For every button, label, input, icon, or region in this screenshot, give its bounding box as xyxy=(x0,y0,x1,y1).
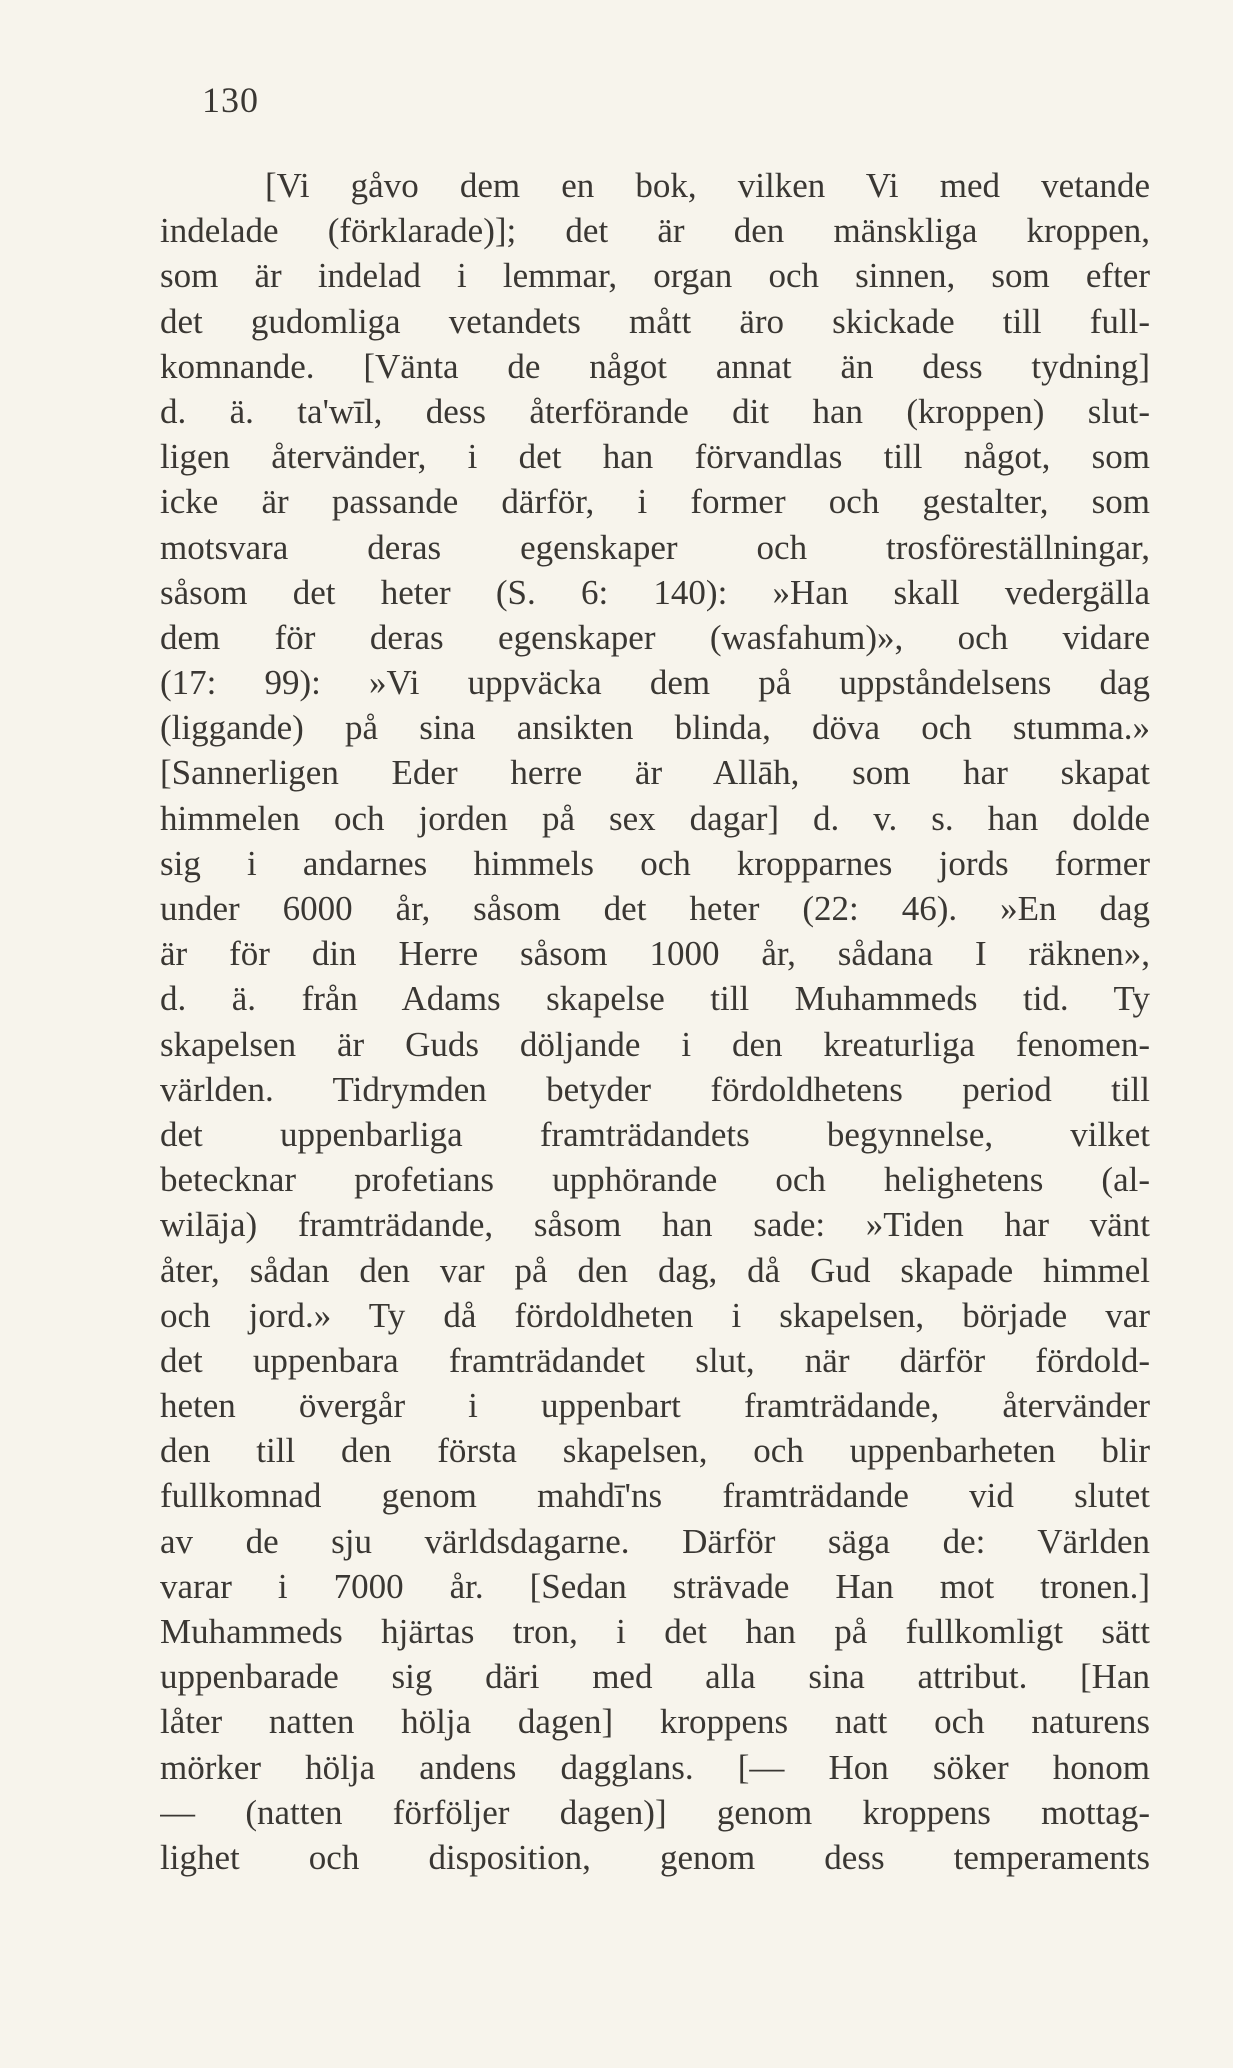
text-line: [Vi gåvo dem en bok, vilken Vi med vetande xyxy=(265,166,1150,205)
text-line: (liggande) på sina ansikten blinda, döva och stumma.» xyxy=(160,708,1150,748)
text-line: under 6000 år, såsom det heter (22: 46). »En dag xyxy=(160,889,1150,928)
text-line: världen. Tidrymden betyder fördoldhetens period till xyxy=(160,1069,1150,1109)
text-line: varar i 7000 år. [Sedan strävade Han mot tronen.] xyxy=(160,1566,1150,1606)
text-line: komnande. [Vänta de något annat än dess tydning] xyxy=(160,346,1150,386)
text-line: heten övergår i uppenbart framträdande, återvänder xyxy=(160,1386,1150,1426)
page-number: 130 xyxy=(202,80,259,120)
text-line: (17: 99): »Vi uppväcka dem på uppståndelsens dag xyxy=(160,663,1150,703)
text-line: [Sannerligen Eder herre är Allāh, som har skapat xyxy=(160,753,1150,793)
text-line: fullkomnad genom mahdī'ns framträdande vid slutet xyxy=(160,1476,1150,1516)
text-line: ligen återvänder, i det han förvandlas till något, som xyxy=(160,437,1150,477)
text-line: indelade (förklarade)]; det är den mänskliga kroppen, xyxy=(160,211,1150,251)
text-line: dem för deras egenskaper (wasfahum)», och vidare xyxy=(160,617,1150,657)
text-line: d. ä. ta'wīl, dess återförande dit han (kroppen) slut- xyxy=(160,391,1150,431)
text-line: uppenbarade sig däri med alla sina attribut. [Han xyxy=(160,1657,1150,1697)
text-line: d. ä. från Adams skapelse till Muhammeds tid. Ty xyxy=(160,979,1150,1019)
text-line: som är indelad i lemmar, organ och sinnen, som efter xyxy=(160,256,1150,296)
text-line: låter natten hölja dagen] kroppens natt och naturens xyxy=(160,1702,1150,1742)
text-line: wilāja) framträdande, såsom han sade: »Tiden har vänt xyxy=(160,1205,1150,1245)
text-line: av de sju världsdagarne. Därför säga de: Världen xyxy=(160,1521,1150,1561)
text-line: det uppenbara framträdandet slut, när därför fördold- xyxy=(160,1340,1150,1380)
text-line: icke är passande därför, i former och gestalter, som xyxy=(160,482,1150,522)
text-line: — (natten förföljer dagen)] genom kroppens mottag- xyxy=(160,1792,1150,1832)
text-line: och jord.» Ty då fördoldheten i skapelsen, började var xyxy=(160,1295,1150,1335)
text-line: det gudomliga vetandets mått äro skickade till full- xyxy=(160,301,1150,341)
text-line: betecknar profetians upphörande och helighetens (al- xyxy=(160,1160,1150,1200)
text-line: motsvara deras egenskaper och trosföreställningar, xyxy=(160,527,1150,567)
text-line: skapelsen är Guds döljande i den kreaturliga fenomen- xyxy=(160,1024,1150,1064)
text-line: lighet och disposition, genom dess temperaments xyxy=(160,1837,1150,1877)
text-line: det uppenbarliga framträdandets begynnelse, vilket xyxy=(160,1114,1150,1154)
text-line: åter, sådan den var på den dag, då Gud skapade himmel xyxy=(160,1250,1150,1290)
text-line: den till den första skapelsen, och uppenbarheten blir xyxy=(160,1431,1150,1471)
text-line: mörker hölja andens dagglans. [— Hon söker honom xyxy=(160,1747,1150,1787)
text-line: såsom det heter (S. 6: 140): »Han skall vedergälla xyxy=(160,572,1150,612)
text-line: himmelen och jorden på sex dagar] d. v. s. han dolde xyxy=(160,798,1150,838)
text-line: Muhammeds hjärtas tron, i det han på fullkomligt sätt xyxy=(160,1612,1150,1651)
text-line: sig i andarnes himmels och kropparnes jords former xyxy=(160,843,1150,883)
body-text xyxy=(160,163,1150,1880)
text-line: är för din Herre såsom 1000 år, sådana I räknen», xyxy=(160,934,1150,974)
